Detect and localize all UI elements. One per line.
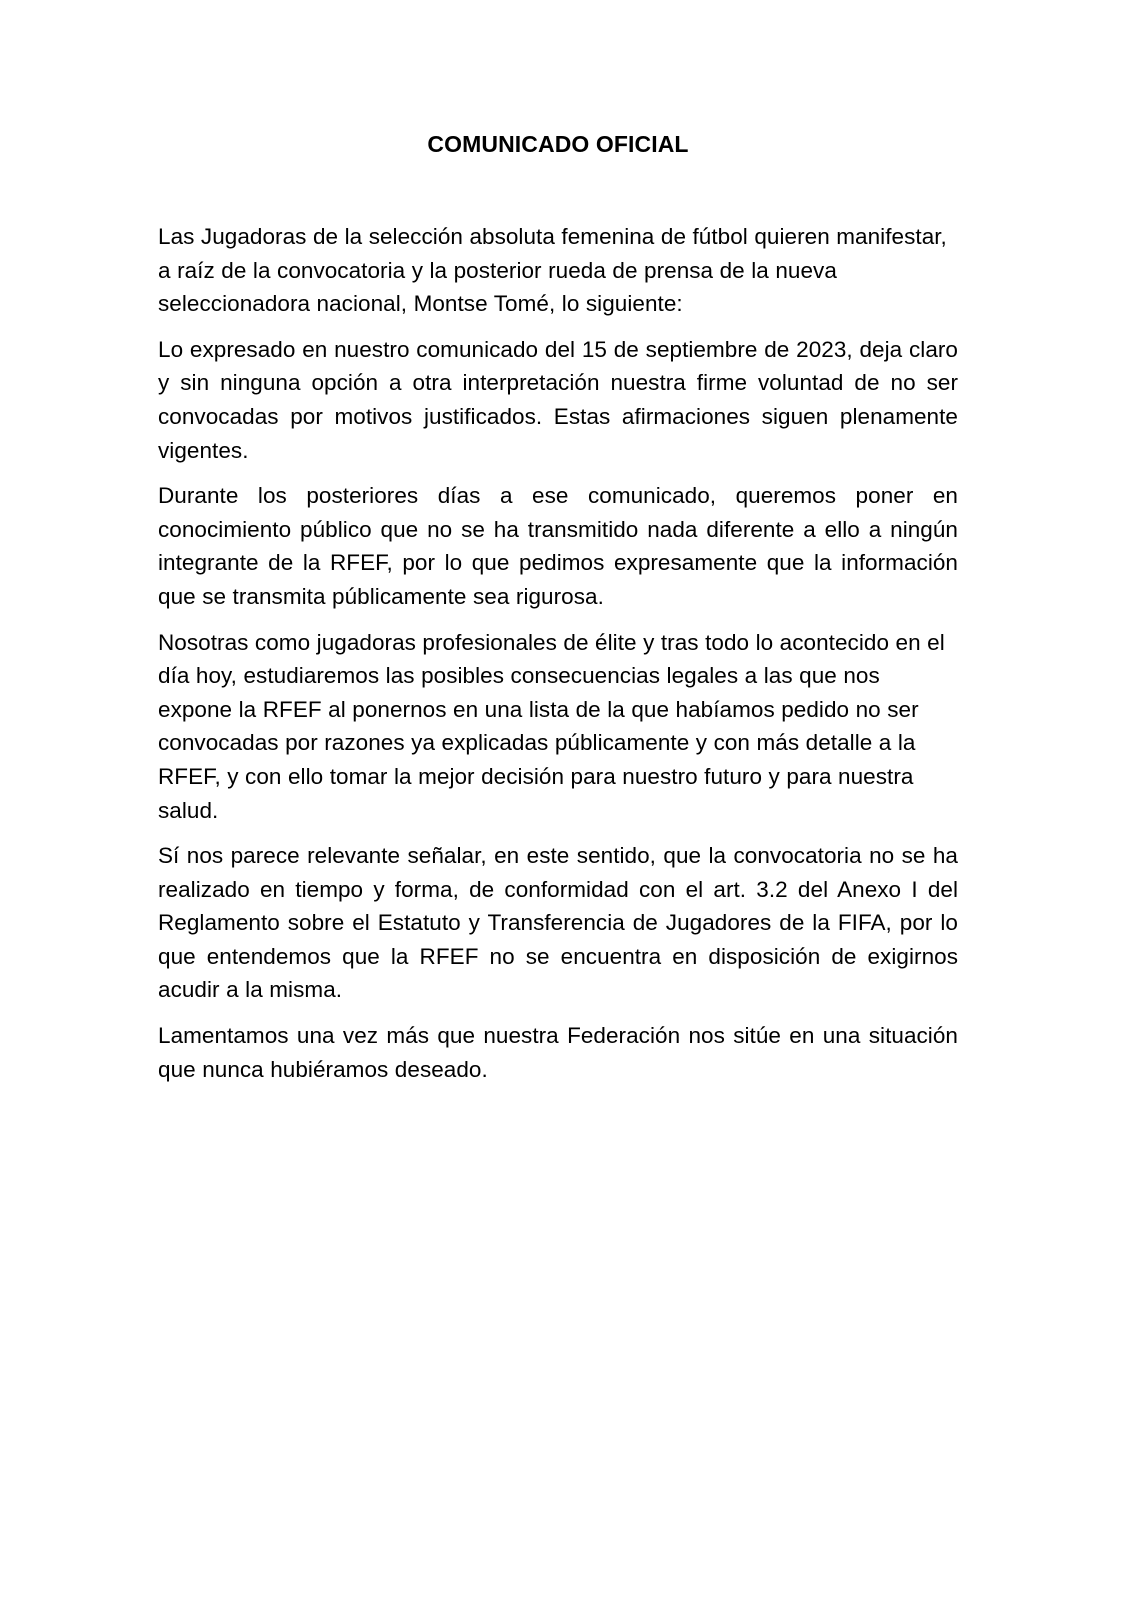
paragraph-4: Nosotras como jugadoras profesionales de élite y tras todo lo acontecido en el día hoy, estudiaremos las posibles consecuencias legales a las que nos expone la RFEF al ponernos en una lista de la que habíamos pedido no ser convocadas por razones ya explicadas públicamente y con más detalle a la RFEF, y con ello tomar la mejor decisión para nuestro futuro y para nuestra salud. (158, 629, 945, 823)
paragraph-2: Lo expresado en nuestro comunicado del 15 de septiembre de 2023, deja claro y sin ninguna opción a otra interpretación nuestra firme voluntad de no ser convocadas por motivos justificados. Estas afirmaciones siguen plenamente vigentes. (158, 336, 958, 463)
document-body (158, 158, 958, 1086)
paragraph-6: Lamentamos una vez más que nuestra Federación nos sitúe en una situación que nunca hubiéramos deseado. (158, 1023, 958, 1082)
paragraph-3: Durante los posteriores días a ese comunicado, queremos poner en conocimiento público que no se ha transmitido nada diferente a ello a ningún integrante de la RFEF, por lo que pedimos expresamente que la información que se transmita públicamente sea rigurosa. (158, 483, 958, 609)
paragraph-1: Las Jugadoras de la selección absoluta femenina de fútbol quieren manifestar, a raíz de la convocatoria y la posterior rueda de prensa de la nueva seleccionadora nacional, Montse Tomé, lo siguiente: (158, 224, 947, 317)
paragraph-5: Sí nos parece relevante señalar, en este sentido, que la convocatoria no se ha realizado en tiempo y forma, de conformidad con el art. 3.2 del Anexo I del Reglamento sobre el Estatuto y Transferencia de Jugadores de la FIFA, por lo que entendemos que la RFEF no se encuentra en disposición de exigirnos acudir a la misma. (158, 843, 958, 1003)
page-title: COMUNICADO OFICIAL (427, 131, 689, 157)
document-content (158, 0, 958, 1086)
